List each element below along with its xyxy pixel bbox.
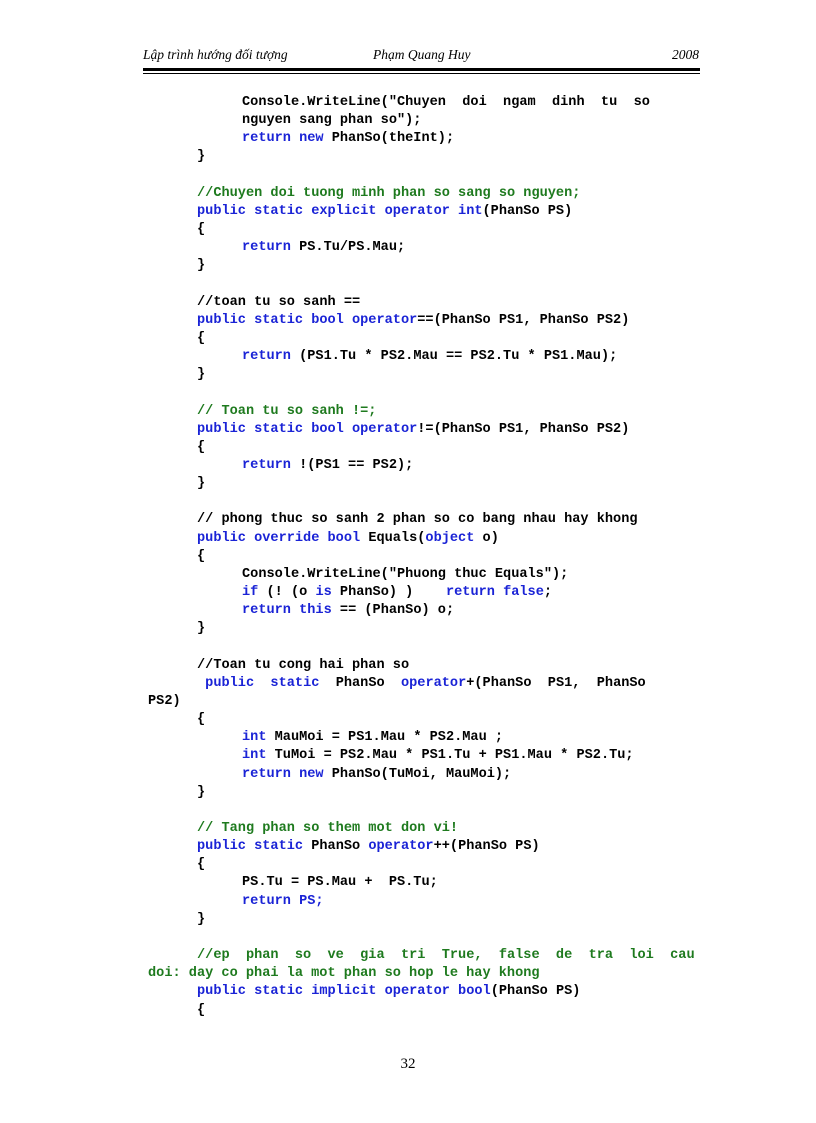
code-keyword: return [242, 240, 300, 256]
code-line [197, 620, 205, 638]
page-header [143, 47, 699, 67]
code-keyword: return [242, 349, 300, 365]
code-line [197, 312, 629, 330]
code-text: (! (o [266, 585, 316, 601]
code-text: !(PS1 == PS2); [299, 458, 414, 473]
code-line [197, 711, 205, 729]
code-text: { [197, 548, 206, 564]
code-text: { [197, 1002, 206, 1018]
header-rule-thick [143, 68, 700, 71]
code-line [197, 203, 572, 221]
code-keyword: public static [205, 675, 336, 691]
header-author: Phạm Quang Huy [373, 47, 471, 62]
code-line [242, 130, 454, 148]
code-line [197, 330, 205, 348]
code-keyword: public static implicit operator bool [197, 984, 491, 1000]
code-comment: //Chuyen doi tuong minh phan so sang so nguyen; [197, 185, 581, 201]
code-line [242, 729, 503, 747]
code-keyword: return false [445, 585, 544, 601]
code-line [197, 838, 540, 856]
code-comment: doi: day co phai la mot phan so hop le hay khong [148, 966, 540, 982]
code-line [242, 239, 405, 257]
code-text: { [197, 330, 206, 346]
code-text: { [197, 439, 206, 455]
code-line [197, 439, 205, 457]
code-keyword: return this [242, 603, 340, 619]
code-line [242, 874, 438, 892]
code-keyword: public static bool operator [197, 312, 418, 328]
code-line [242, 94, 650, 112]
code-line [242, 457, 413, 475]
code-text: Console.WriteLine("Phuong thuc Equals"); [242, 566, 569, 582]
code-text: { [197, 222, 206, 238]
code-text: PhanSo [335, 675, 401, 691]
code-line [148, 693, 181, 711]
header-rule-thin [143, 73, 700, 74]
code-text: nguyen sang phan so"); [242, 113, 422, 129]
code-line [197, 421, 629, 439]
code-text: +(PhanSo PS1, PhanSo [466, 675, 646, 691]
header-year: 2008 [672, 47, 699, 62]
code-text: ==(PhanSo PS1, PhanSo PS2) [417, 312, 630, 328]
code-keyword: public override bool [197, 530, 369, 546]
code-keyword: operator [368, 839, 434, 855]
code-text: o) [482, 530, 499, 546]
code-line [197, 294, 360, 312]
code-line [197, 856, 205, 874]
code-text: TuMoi = PS2.Mau * PS1.Tu + PS1.Mau * PS2.Tu; [274, 748, 634, 764]
code-text: PhanSo(theInt); [331, 131, 455, 147]
code-keyword: object [425, 530, 483, 546]
code-keyword: public static bool operator [197, 421, 418, 437]
code-line [197, 820, 458, 838]
code-keyword: operator [400, 675, 467, 691]
code-keyword: public static [197, 839, 312, 855]
code-line [197, 947, 695, 965]
code-keyword: public static explicit operator int [197, 203, 483, 219]
code-text: MauMoi = PS1.Mau * PS2.Mau ; [274, 730, 504, 746]
code-line [197, 548, 205, 566]
code-keyword: return new [242, 131, 332, 147]
code-text: !=(PhanSo PS1, PhanSo PS2) [417, 421, 630, 437]
code-line [197, 983, 580, 1001]
code-line [197, 657, 409, 675]
code-line [242, 766, 511, 784]
code-text: //toan tu so sanh == [197, 294, 361, 310]
code-text: PhanSo(TuMoi, MauMoi); [331, 766, 512, 782]
code-text: == (PhanSo) o; [339, 603, 455, 619]
code-line [197, 366, 205, 384]
code-text: (PhanSo PS) [490, 984, 581, 1000]
code-line [197, 511, 638, 529]
page-number: 32 [400, 1056, 416, 1072]
code-text: } [197, 476, 206, 492]
code-line [242, 348, 617, 366]
code-text: PhanSo) ) [339, 585, 446, 601]
code-text: PS.Tu = PS.Mau + PS.Tu; [242, 875, 438, 891]
code-line [197, 911, 205, 929]
code-comment: //ep phan so ve gia tri True, false de tra loi cau [197, 948, 695, 964]
code-text: } [197, 258, 206, 274]
code-text: } [197, 784, 206, 800]
code-line [197, 185, 580, 203]
code-line [197, 221, 205, 239]
code-line [197, 1002, 205, 1020]
code-line [242, 584, 552, 602]
code-line [148, 965, 540, 983]
code-line [242, 602, 454, 620]
code-line [197, 257, 205, 275]
code-text: (PS1.Tu * PS2.Mau == PS2.Tu * PS1.Mau); [299, 349, 618, 365]
code-text: { [197, 857, 206, 873]
code-line [242, 747, 634, 765]
code-line [242, 566, 568, 584]
code-text: } [197, 911, 206, 927]
code-line [242, 893, 324, 911]
code-keyword: if [242, 585, 267, 601]
code-line [197, 530, 499, 548]
code-text: PS2) [148, 693, 181, 709]
code-line [197, 403, 376, 421]
code-line [197, 475, 205, 493]
code-text: ; [543, 585, 553, 601]
code-line [197, 148, 205, 166]
code-text: Equals( [368, 530, 426, 546]
code-keyword: int [242, 730, 275, 746]
code-text: PS.Tu/PS.Mau; [299, 240, 406, 256]
header-book-title: Lập trình hướng đối tượng [143, 47, 288, 62]
code-line [197, 675, 646, 693]
code-text: { [197, 712, 206, 728]
code-text: } [197, 621, 206, 637]
code-text: //Toan tu cong hai phan so [197, 657, 410, 673]
code-keyword: return new [242, 766, 332, 782]
code-text: (PhanSo PS) [482, 203, 573, 219]
code-comment: // Toan tu so sanh !=; [197, 403, 377, 419]
code-comment: // Tang phan so them mot don vi! [197, 821, 459, 836]
code-keyword: is [315, 585, 340, 601]
code-line [197, 784, 205, 802]
code-text: } [197, 149, 206, 165]
code-text: // phong thuc so sanh 2 phan so co bang nhau hay khong [197, 512, 638, 528]
code-keyword: return [242, 458, 300, 473]
code-text: } [197, 367, 206, 383]
code-keyword: return PS; [242, 893, 324, 909]
code-text: Console.WriteLine("Chuyen doi ngam dinh tu so [242, 95, 650, 110]
code-text: ++(PhanSo PS) [433, 839, 540, 855]
code-text: PhanSo [311, 839, 369, 855]
code-line [242, 112, 421, 130]
code-keyword: int [242, 748, 275, 764]
